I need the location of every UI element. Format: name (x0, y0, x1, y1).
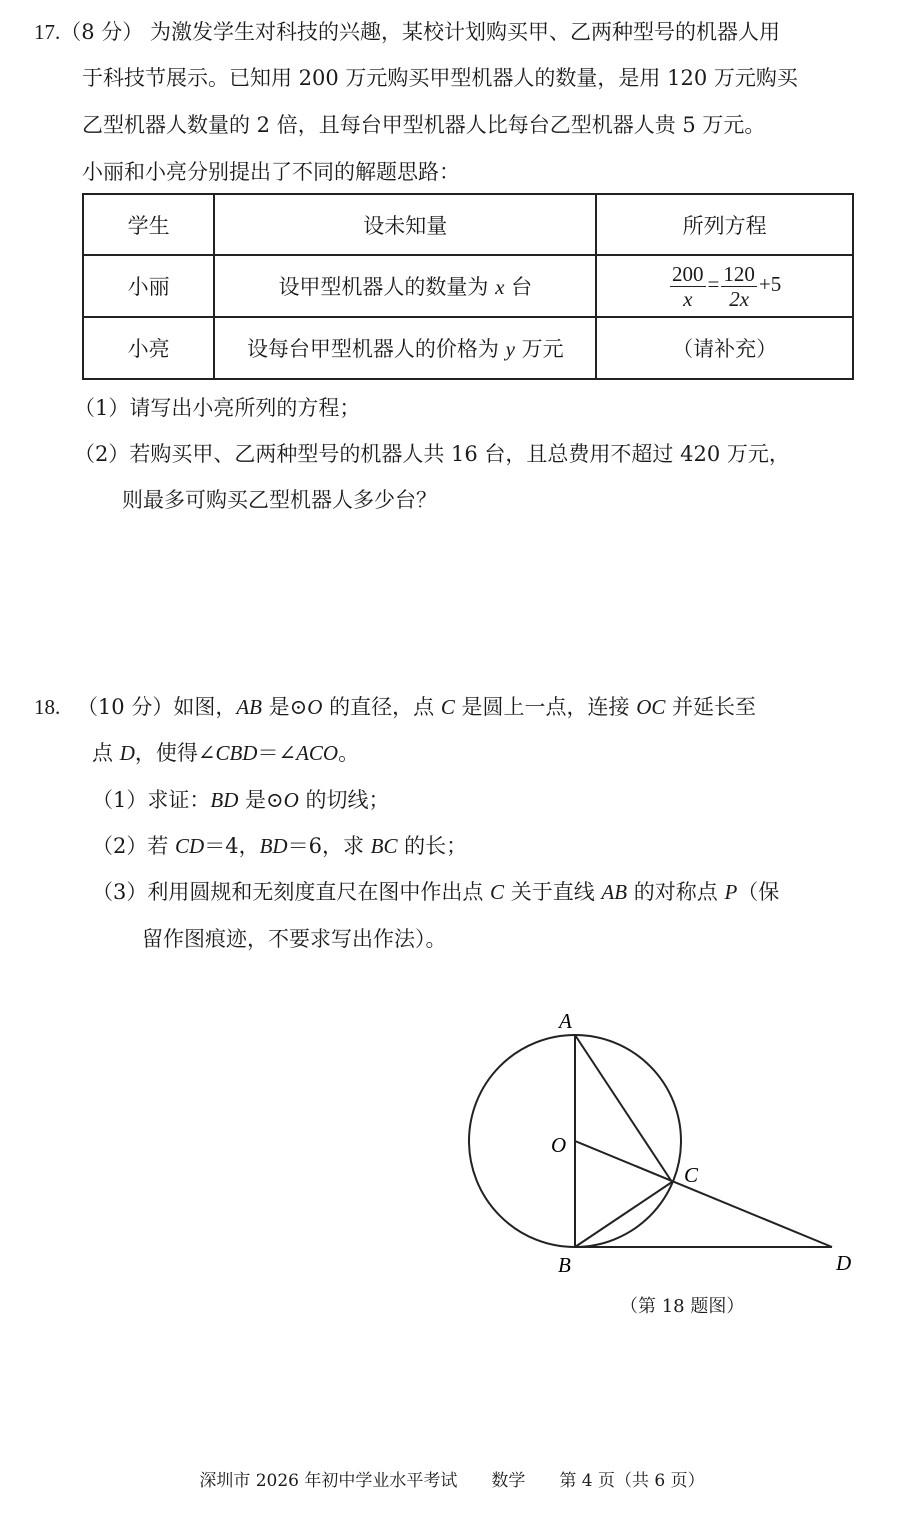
row1-assume-pre: 设甲型机器人的数量为 (278, 275, 496, 299)
equals-sign: = (707, 271, 720, 296)
q18-sub3-line2: 留作图痕迹，不要求写出作法）。 (142, 927, 447, 951)
q18-l1-post: 并延长至 (665, 695, 757, 719)
q18-s3-p: P (724, 880, 738, 904)
page-footer: 深圳市 2026 年初中学业水平考试 数学 第 4 页（共 6 页） (199, 1471, 705, 1491)
q18-l1-o: O (307, 695, 323, 719)
row2-assume-pre: 设每台甲型机器人的价格为 (246, 337, 506, 361)
table-header-row (83, 194, 853, 255)
q17-stem-line1: （8 分） 为激发学生对科技的兴趣，某校计划购买甲、乙两种型号的机器人用 (60, 20, 780, 44)
q18-number: 18. (34, 695, 61, 719)
q18-l1-c: C (440, 695, 455, 719)
q18-sub1 (92, 785, 390, 815)
q18-s1-mid: 是⊙ (238, 788, 284, 812)
q18-l1-mid3: 是圆上一点，连接 (454, 695, 637, 719)
q17-line1 (34, 17, 780, 47)
frac1-numerator: 200 (672, 261, 704, 286)
fraction-120-over-2x (721, 262, 757, 311)
row2-equation: （请补充） (596, 317, 853, 379)
geometry-figure (0, 1000, 904, 1340)
row1-student: 小丽 (83, 255, 214, 317)
q18-s1-o: O (283, 788, 299, 812)
q18-s1-pre: （1）求证： (92, 788, 211, 812)
q17-line4: 小丽和小亮分别提出了不同的解题思路： (82, 160, 460, 184)
q18-s3-mid: 关于直线 (504, 880, 602, 904)
row1-assume-post: 台 (504, 275, 533, 299)
q18-s3-mid2: 的对称点 (627, 880, 725, 904)
q18-s1-bd: BD (210, 788, 239, 812)
segment-bc (575, 1182, 672, 1247)
q18-line2 (92, 738, 359, 768)
q18-line1 (34, 692, 756, 722)
label-b: B (558, 1253, 571, 1277)
figure-caption: （第 18 题图） (620, 1296, 745, 1317)
row1-assume (214, 255, 596, 317)
row2-student: 小亮 (83, 317, 214, 379)
label-d: D (836, 1251, 852, 1275)
header-student: 学生 (83, 194, 214, 255)
row2-assume (214, 317, 596, 379)
q18-l2-aco: ACO (296, 741, 339, 765)
q18-s2-post: 的长； (397, 834, 468, 858)
q18-l1-ab: AB (236, 695, 262, 719)
q18-l1-pre: （10 分）如图， (76, 695, 237, 719)
table-row (83, 317, 853, 379)
q18-sub3 (92, 877, 779, 907)
row1-assume-var: x (495, 275, 505, 299)
q17-sub1: （1）请写出小亮所列的方程； (74, 396, 361, 420)
q18-s2-cd: CD (175, 834, 205, 858)
q18-s3-ab: AB (601, 880, 628, 904)
table-row (83, 255, 853, 317)
row1-equation (596, 255, 853, 317)
header-unknown: 设未知量 (214, 194, 596, 255)
q18-l2-pre: 点 (92, 741, 120, 765)
row2-assume-var: y (505, 337, 515, 361)
solution-table (82, 193, 854, 380)
q17-line2: 于科技节展示。已知用 200 万元购买甲型机器人的数量，是用 120 万元购买 (82, 66, 798, 90)
q17-sub2-line1: （2）若购买甲、乙两种型号的机器人共 16 台，且总费用不超过 420 万元， (74, 442, 790, 466)
q18-l2-cbd: CBD (215, 741, 258, 765)
q18-l1-mid: 是⊙ (262, 695, 308, 719)
segment-od (575, 1141, 832, 1247)
row2-assume-post: 万元 (514, 337, 564, 361)
q18-l2-post: 。 (338, 741, 360, 765)
q18-s2-pre: （2）若 (92, 834, 176, 858)
q18-l1-mid2: 的直径，点 (322, 695, 441, 719)
label-c: C (684, 1163, 699, 1187)
q18-l2-d: D (119, 741, 135, 765)
fraction-200-over-x (670, 262, 706, 311)
frac2-denominator (721, 287, 757, 311)
frac2-denominator-text: 2x (729, 286, 750, 311)
q18-s3-c: C (490, 880, 505, 904)
q17-sub2-line2: 则最多可购买乙型机器人多少台？ (122, 488, 437, 512)
q18-l2-mid2: ＝∠ (257, 741, 297, 765)
q18-sub2 (92, 831, 467, 861)
q18-s2-bd: BD (259, 834, 288, 858)
frac2-numerator: 120 (723, 261, 755, 286)
q18-s2-bc: BC (370, 834, 398, 858)
q18-s3-pre: （3）利用圆规和无刻度直尺在图中作出点 (92, 880, 491, 904)
q18-s2-mid2: ＝6，求 (287, 834, 371, 858)
label-a: A (559, 1009, 572, 1033)
q18-s2-mid: ＝4， (204, 834, 260, 858)
q17-number: 17. (34, 20, 61, 44)
q17-line3: 乙型机器人数量的 2 倍，且每台甲型机器人比每台乙型机器人贵 5 万元。 (82, 113, 766, 137)
header-equation: 所列方程 (596, 194, 853, 255)
frac1-denominator: x (683, 286, 693, 311)
q18-s3-post: （保 (737, 880, 780, 904)
equation-tail: +5 (758, 271, 782, 296)
q18-l1-oc: OC (636, 695, 666, 719)
q18-s1-post: 的切线； (298, 788, 390, 812)
label-o: O (551, 1133, 567, 1157)
q18-l2-mid: ，使得∠ (134, 741, 216, 765)
